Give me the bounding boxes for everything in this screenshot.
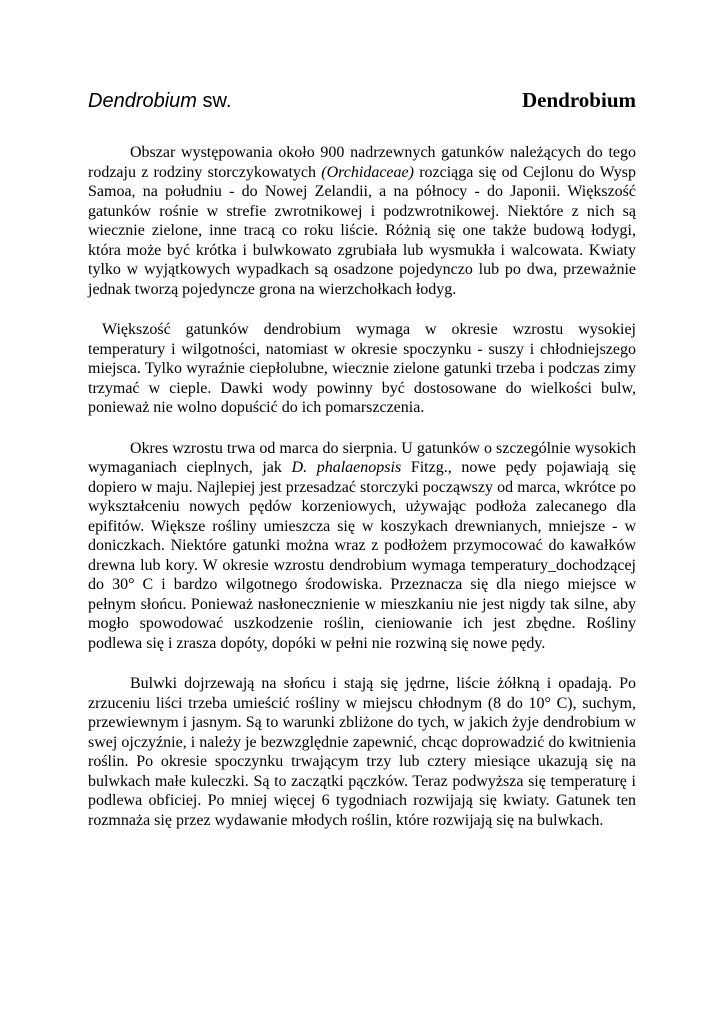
- author-abbreviation: sw.: [196, 90, 232, 112]
- paragraph-requirements: [88, 320, 636, 418]
- species-name-italic: D. phalaenopsis: [291, 459, 402, 476]
- paragraph-distribution: [88, 143, 636, 299]
- paragraph-growth-period: [88, 439, 636, 654]
- text-run: Bulwki dojrzewają na słońcu i stają się jędrne, liście żółkną i opadają. Po zrzuceniu liści trzeba umieścić rośliny w miejscu chłodnym (8 do 10° C), suchym, przewiewnym i jasnym. Są to warunki zbliżone do tych, w jakich żyje dendrobium w swej ojczyźnie, i należy je bezwzględnie zapewnić, chcąc doprowadzić do kwitnienia roślin. Po okresie spoczynku trwającym trzy lub cztery miesiące ukazują się na bulwkach małe kuleczki. Są to zaczątki pączków. Teraz podwyższa się temperaturę i podlewa obficiej. Po mniej więcej 6 tygodniach rozwijają się kwiaty. Gatunek ten rozmnaża się przez wydawanie młodych roślin, które rozwijają się na bulwkach.: [88, 675, 636, 829]
- genus-name: Dendrobium: [88, 90, 197, 112]
- text-run: Fitzg., nowe pędy pojawiają się dopiero w maju. Najlepiej jest przesadzać storczyki począwszy od marca, wkrótce po wykształceniu nowych pędów korzeniowych, używając podłoża zalecanego dla epifitów. Większe rośliny umieszcza się w koszykach drewnianych, mniejsze - w doniczkach. Niektóre gatunki można wraz z podłożem przymocować do kawałków drewna lub kory. W okresie wzrostu dendrobium wymaga temperatury_dochodzącej do 30° C i bardzo wilgotnego środowiska. Przeznacza się dla niego miejsce w pełnym słońcu. Ponieważ nasłonecznienie w mieszkaniu nie jest nigdy tak silne, aby mogło spowodować uszkodzenie roślin, cieniowanie ich jest zbędne. Rośliny podlewa się i zrasza dopóty, dopóki w pełni nie rozwiną się nowe pędy.: [88, 459, 637, 652]
- text-run: Większość gatunków dendrobium wymaga w okresie wzrostu wysokiej temperatury i wilgotności, natomiast w okresie spoczynku - suszy i chłodniejszego miejsca. Tylko wyraźnie ciepłolubne, wiecznie zielone gatunki trzeba i podczas zimy trzymać w cieple. Dawki wody powinny być dostosowane do wielkości bulw, ponieważ nie wolno dopuścić do ich pomarszczenia.: [88, 321, 636, 416]
- page-header: [88, 88, 636, 118]
- text-run: Obszar występowania około 900 nadrzewnych gatunków należących do tego rodzaju z rodziny storczykowatych: [88, 144, 636, 181]
- family-name-italic: (Orchidaceae): [321, 163, 414, 181]
- genus-heading: [88, 90, 231, 113]
- text-run: rozciąga się od Cejlonu do Wysp Samoa, na południu - do Nowej Zelandii, a na północy - do Japonii. Większość gatunków rośnie w strefie zwrotnikowej i podzwrotnikowej. Niektóre z nich są wiecznie zielone, inne tracą co roku liście. Różnią się one także budową łodygi, która może być krótka i bulwkowato zgrubiała lub wysmukła i walcowata. Kwiaty tylko w wyjątkowych wypadkach są osadzone pojedynczo lub po dwa, przeważnie jednak tworzą pojedyncze grona na wierzchołkach łodyg.: [88, 163, 637, 298]
- page-title: Dendrobium: [522, 88, 636, 112]
- text-run: Okres wzrostu trwa od marca do sierpnia. U gatunków o szczególnie wysokich wymaganiach cieplnych, jak: [88, 439, 636, 476]
- paragraph-dormancy: [88, 674, 636, 830]
